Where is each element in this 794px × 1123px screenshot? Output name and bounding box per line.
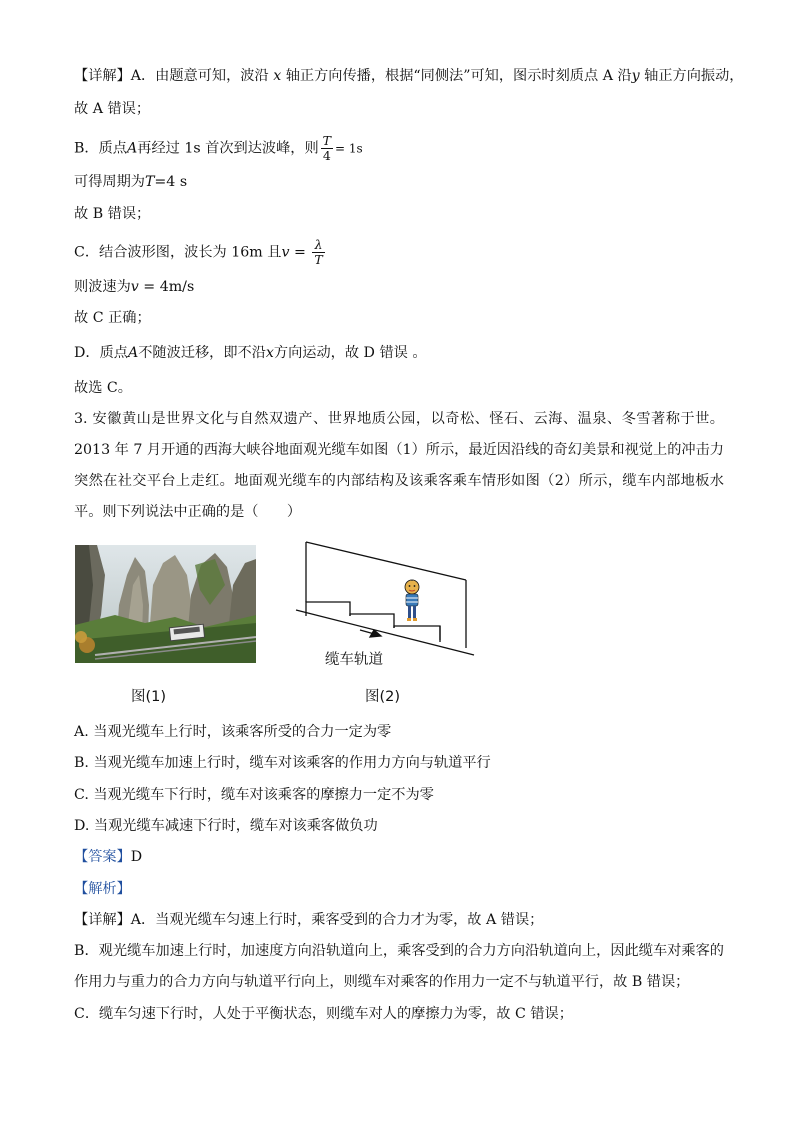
text: B．质点 bbox=[74, 140, 127, 157]
figure-1-caption: 图(1) bbox=[131, 689, 167, 705]
question-stem: 3. 安徽黄山是世界文化与自然双遗产、世界地质公园，以奇松、怪石、云海、温泉、冬雪著称于世。2013 年 7 月开通的西海大峡谷地面观光缆车如图（1）所示，最近因沿线的奇幻美景和视觉上的冲击力突然在社交平台上走红。地面观光缆车的内部结构及该乘客乘车情形如图（2）所示，缆车内部地板水平。则下列说法中正确的是（ ） bbox=[74, 411, 724, 520]
text: 再经过 1s 首次到达波峰，则 bbox=[137, 140, 319, 157]
denominator: 4 bbox=[322, 148, 331, 163]
text: 则波速为 bbox=[74, 279, 131, 295]
option-c: C. 当观光缆车下行时，缆车对该乘客的摩擦力一定不为零 bbox=[74, 787, 434, 803]
detail-line-a-conclusion: 故 A 错误； bbox=[74, 101, 151, 117]
analysis-detail-a: 【详解】A．当观光缆车匀速上行时，乘客受到的合力才为零，故 A 错误； bbox=[74, 912, 544, 928]
text: = 1s bbox=[334, 141, 363, 156]
fraction-t-over-4 bbox=[321, 134, 333, 163]
option-d: D. 当观光缆车减速下行时，缆车对该乘客做负功 bbox=[74, 818, 378, 834]
var-v: v bbox=[130, 279, 139, 295]
wave-speed-line bbox=[74, 277, 194, 297]
choice-conclusion: 故选 C。 bbox=[74, 380, 132, 396]
fraction-lambda-over-t bbox=[312, 238, 324, 267]
text: = 4m/s bbox=[138, 279, 195, 295]
option-b: B. 当观光缆车加速上行时，缆车对该乘客的作用力方向与轨道平行 bbox=[74, 755, 491, 771]
text: 轴正方向振动， bbox=[644, 68, 744, 84]
text: = bbox=[289, 244, 311, 261]
text: 方向运动，故 D 错误 。 bbox=[273, 345, 427, 361]
detail-line-a bbox=[74, 66, 744, 86]
text: D．质点 bbox=[74, 345, 128, 361]
detail-line-b bbox=[74, 134, 363, 163]
option-a: A. 当观光缆车上行时，该乘客所受的合力一定为零 bbox=[74, 724, 392, 740]
analysis-detail-c: C．缆车匀速下行时，人处于平衡状态，则缆车对人的摩擦力为零，故 C 错误； bbox=[74, 1006, 573, 1022]
analysis-label: 【解析】 bbox=[74, 881, 131, 897]
period-line bbox=[74, 172, 187, 192]
detail-line-d bbox=[74, 343, 427, 363]
text: C．结合波形图，波长为 16m 且 bbox=[74, 244, 282, 261]
cable-car-photo bbox=[75, 545, 256, 663]
text: 轴正方向传播，根据“同侧法”可知，图示时刻质点 A 沿 bbox=[285, 68, 632, 84]
track-label: 缆车轨道 bbox=[325, 652, 383, 668]
detail-line-b-conclusion: 故 B 错误； bbox=[74, 206, 151, 222]
answer-line bbox=[74, 847, 142, 867]
passenger-figure bbox=[405, 580, 419, 622]
text: =4 s bbox=[154, 174, 188, 190]
numerator: T bbox=[322, 133, 331, 148]
text: 可得周期为 bbox=[74, 174, 145, 190]
var-x: x bbox=[265, 345, 274, 361]
denominator: T bbox=[314, 252, 323, 267]
detail-line-c-conclusion: 故 C 正确； bbox=[74, 310, 151, 326]
var-a: A bbox=[127, 140, 138, 157]
numerator: λ bbox=[312, 238, 324, 253]
text: 【详解】A．由题意可知，波沿 bbox=[74, 68, 269, 84]
var-v: v bbox=[281, 244, 290, 261]
var-y: y bbox=[631, 68, 640, 84]
figure-2-caption: 图(2) bbox=[365, 689, 401, 705]
detail-line-c bbox=[74, 238, 327, 267]
answer-label: 【答案】 bbox=[74, 849, 131, 865]
analysis-detail-b: B．观光缆车加速上行时，加速度方向沿轨道向上，乘客受到的合力方向沿轨道向上，因此缆车对乘客的作用力与重力的合力方向与轨道平行向上，则缆车对乘客的作用力一定不与轨道平行，故 B 错误； bbox=[74, 943, 724, 990]
var-a: A bbox=[127, 345, 139, 361]
answer-value: D bbox=[130, 849, 143, 865]
var-x: x bbox=[273, 68, 282, 84]
text: 不随波迁移，即不沿 bbox=[138, 345, 266, 361]
var-t: T bbox=[144, 174, 155, 190]
cable-car-diagram bbox=[290, 536, 480, 668]
